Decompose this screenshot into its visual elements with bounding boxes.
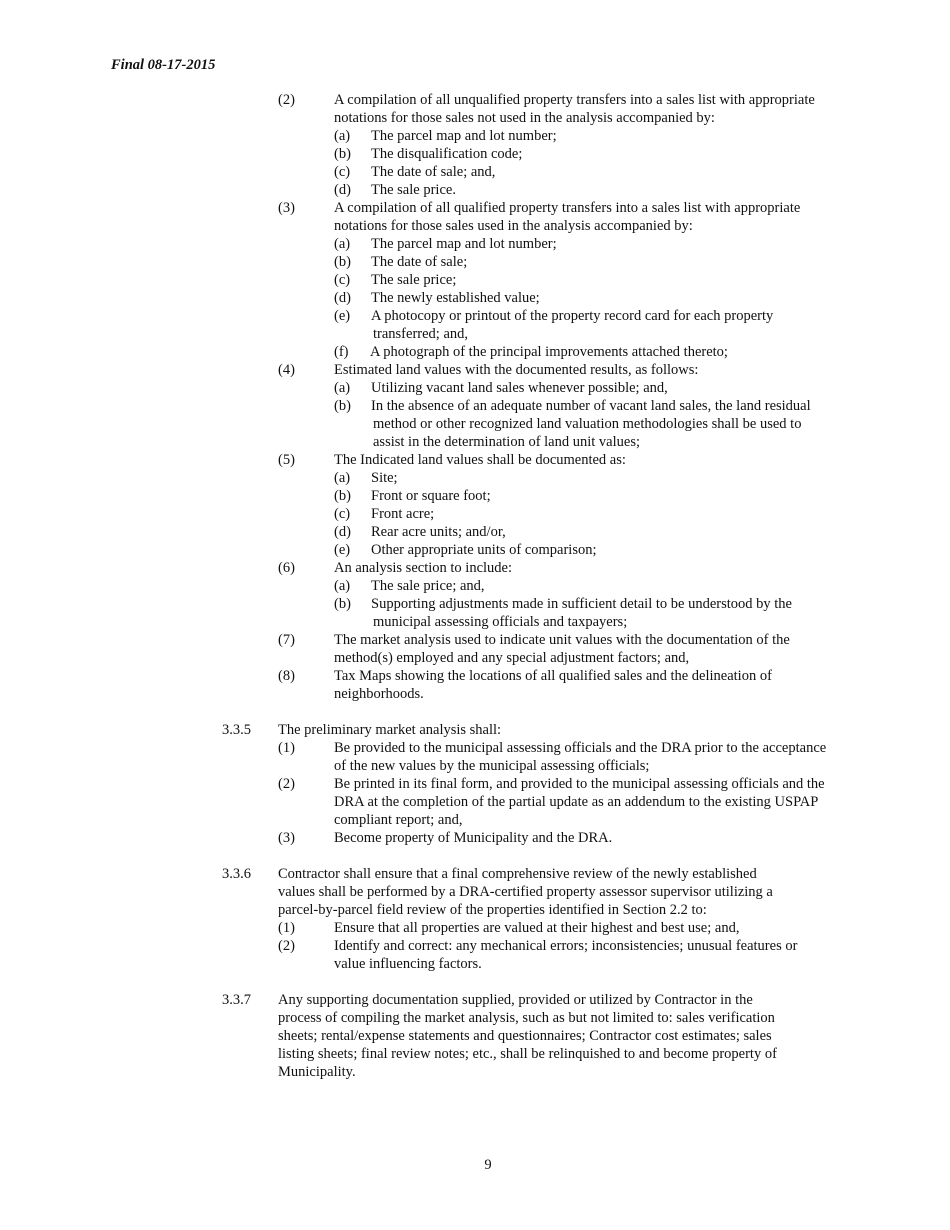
item-number: (7) (278, 632, 295, 648)
subitem-letter: (a) (334, 236, 351, 252)
text-line (0, 307, 950, 325)
text-line (0, 523, 950, 541)
subitem-letter: (b) (334, 398, 351, 414)
section-text: Contractor shall ensure that a final comprehensive review of the newly established (278, 866, 757, 882)
item-text: Become property of Municipality and the DRA. (334, 830, 613, 846)
subitem-text: Supporting adjustments made in sufficient detail to be understood by the (371, 596, 792, 612)
subitem-text: Front acre; (371, 506, 435, 522)
text-line (0, 901, 950, 919)
item-number: (6) (278, 560, 295, 576)
text-line (0, 739, 950, 757)
text-line (0, 181, 950, 199)
item-number: (3) (278, 830, 295, 846)
document-body (0, 91, 950, 1081)
subitem-text: The disqualification code; (371, 146, 523, 162)
subitem-letter: (a) (334, 470, 351, 486)
subitem-text: Site; (371, 470, 398, 486)
text-line (0, 289, 950, 307)
section-text: The preliminary market analysis shall: (278, 722, 502, 738)
text-line (0, 937, 950, 955)
subitem-text: The date of sale; (371, 254, 468, 270)
text-line (0, 469, 950, 487)
subitem-letter: (b) (334, 146, 351, 162)
paragraph-gap (0, 847, 950, 865)
text-line (0, 955, 950, 973)
text-line (0, 343, 950, 361)
item-text: A compilation of all qualified property transfers into a sales list with appropriate (334, 200, 801, 216)
text-line (0, 793, 950, 811)
section-number: 3.3.7 (222, 992, 251, 1008)
text-line (0, 199, 950, 217)
text-line (0, 559, 950, 577)
item-number: (8) (278, 668, 295, 684)
subitem-text: assist in the determination of land unit values; (373, 434, 640, 450)
item-text: The Indicated land values shall be documented as: (334, 452, 626, 468)
text-line (0, 379, 950, 397)
item-text: value influencing factors. (334, 956, 482, 972)
item-text: An analysis section to include: (334, 560, 512, 576)
item-text: DRA at the completion of the partial update as an addendum to the existing USPAP (334, 794, 819, 810)
subitem-text: A photocopy or printout of the property record card for each property (371, 308, 774, 324)
text-line (0, 163, 950, 181)
item-text: Be provided to the municipal assessing officials and the DRA prior to the acceptance (334, 740, 827, 756)
subitem-letter: (c) (334, 164, 351, 180)
text-line (0, 109, 950, 127)
text-line (0, 991, 950, 1009)
text-line (0, 217, 950, 235)
subitem-letter: (e) (334, 308, 351, 324)
item-number: (1) (278, 740, 295, 756)
item-text: Tax Maps showing the locations of all qualified sales and the delineation of (334, 668, 772, 684)
text-line (0, 919, 950, 937)
subitem-letter: (b) (334, 488, 351, 504)
item-text: Estimated land values with the documented results, as follows: (334, 362, 699, 378)
text-line (0, 811, 950, 829)
text-line (0, 541, 950, 559)
text-line (0, 1009, 950, 1027)
subitem-text: Front or square foot; (371, 488, 491, 504)
text-line (0, 487, 950, 505)
subitem-text: Utilizing vacant land sales whenever possible; and, (371, 380, 668, 396)
text-line (0, 649, 950, 667)
item-text: neighborhoods. (334, 686, 424, 702)
text-line (0, 775, 950, 793)
subitem-text: The parcel map and lot number; (371, 128, 557, 144)
section-text: Any supporting documentation supplied, provided or utilized by Contractor in the (278, 992, 753, 1008)
subitem-letter: (a) (334, 128, 351, 144)
section-number: 3.3.5 (222, 722, 251, 738)
item-number: (3) (278, 200, 295, 216)
item-number: (2) (278, 92, 295, 108)
section-text: listing sheets; final review notes; etc., shall be relinquished to and become property of (278, 1046, 777, 1062)
text-line (0, 595, 950, 613)
text-line (0, 433, 950, 451)
subitem-letter: (c) (334, 272, 351, 288)
section-number: 3.3.6 (222, 866, 251, 882)
item-text: method(s) employed and any special adjustment factors; and, (334, 650, 690, 666)
item-text: notations for those sales used in the analysis accompanied by: (334, 218, 693, 234)
text-line (0, 631, 950, 649)
text-line (0, 235, 950, 253)
subitem-letter: (a) (334, 578, 351, 594)
subitem-text: In the absence of an adequate number of vacant land sales, the land residual (371, 398, 811, 414)
subitem-letter: (a) (334, 380, 351, 396)
text-line (0, 397, 950, 415)
item-number: (5) (278, 452, 295, 468)
subitem-letter: (f) (334, 344, 349, 360)
subitem-text: The sale price. (371, 182, 456, 198)
text-line (0, 145, 950, 163)
subitem-text: Rear acre units; and/or, (371, 524, 506, 540)
subitem-text: Other appropriate units of comparison; (371, 542, 597, 558)
section-text: sheets; rental/expense statements and questionnaires; Contractor cost estimates; sales (278, 1028, 772, 1044)
text-line (0, 757, 950, 775)
text-line (0, 91, 950, 109)
subitem-letter: (d) (334, 524, 351, 540)
text-line (0, 667, 950, 685)
text-line (0, 451, 950, 469)
item-number: (2) (278, 938, 295, 954)
page-number: 9 (484, 1157, 492, 1173)
subitem-text: The parcel map and lot number; (371, 236, 557, 252)
text-line (0, 1063, 950, 1081)
text-line (0, 577, 950, 595)
item-number: (4) (278, 362, 295, 378)
text-line (0, 613, 950, 631)
subitem-text: The newly established value; (371, 290, 540, 306)
document-header: Final 08-17-2015 (111, 57, 216, 73)
subitem-text: The sale price; (371, 272, 457, 288)
paragraph-gap (0, 703, 950, 721)
item-number: (2) (278, 776, 295, 792)
text-line (0, 127, 950, 145)
section-text: process of compiling the market analysis, such as but not limited to: sales verification (278, 1010, 775, 1026)
subitem-letter: (c) (334, 506, 351, 522)
item-text: Be printed in its final form, and provided to the municipal assessing officials and the (334, 776, 825, 792)
subitem-text: A photograph of the principal improvements attached thereto; (370, 344, 728, 360)
text-line (0, 883, 950, 901)
subitem-text: municipal assessing officials and taxpayers; (373, 614, 628, 630)
text-line (0, 721, 950, 739)
subitem-letter: (d) (334, 182, 351, 198)
text-line (0, 1027, 950, 1045)
text-line (0, 253, 950, 271)
text-line (0, 1045, 950, 1063)
text-line (0, 415, 950, 433)
item-text: compliant report; and, (334, 812, 463, 828)
section-text: values shall be performed by a DRA-certified property assessor supervisor utilizing a (278, 884, 773, 900)
section-text: parcel-by-parcel field review of the properties identified in Section 2.2 to: (278, 902, 707, 918)
item-text: Ensure that all properties are valued at their highest and best use; and, (334, 920, 740, 936)
subitem-letter: (b) (334, 596, 351, 612)
subitem-text: method or other recognized land valuation methodologies shall be used to (373, 416, 802, 432)
subitem-text: The sale price; and, (371, 578, 485, 594)
item-text: A compilation of all unqualified property transfers into a sales list with appropriate (334, 92, 815, 108)
subitem-letter: (b) (334, 254, 351, 270)
item-text: notations for those sales not used in the analysis accompanied by: (334, 110, 715, 126)
item-text: Identify and correct: any mechanical errors; inconsistencies; unusual features or (334, 938, 798, 954)
text-line (0, 865, 950, 883)
text-line (0, 829, 950, 847)
subitem-text: transferred; and, (373, 326, 469, 342)
text-line (0, 271, 950, 289)
item-text: of the new values by the municipal assessing officials; (334, 758, 650, 774)
subitem-text: The date of sale; and, (371, 164, 496, 180)
text-line (0, 685, 950, 703)
item-text: The market analysis used to indicate unit values with the documentation of the (334, 632, 790, 648)
item-number: (1) (278, 920, 295, 936)
text-line (0, 361, 950, 379)
subitem-letter: (d) (334, 290, 351, 306)
text-line (0, 325, 950, 343)
text-line (0, 505, 950, 523)
paragraph-gap (0, 973, 950, 991)
subitem-letter: (e) (334, 542, 351, 558)
section-text: Municipality. (278, 1064, 356, 1080)
